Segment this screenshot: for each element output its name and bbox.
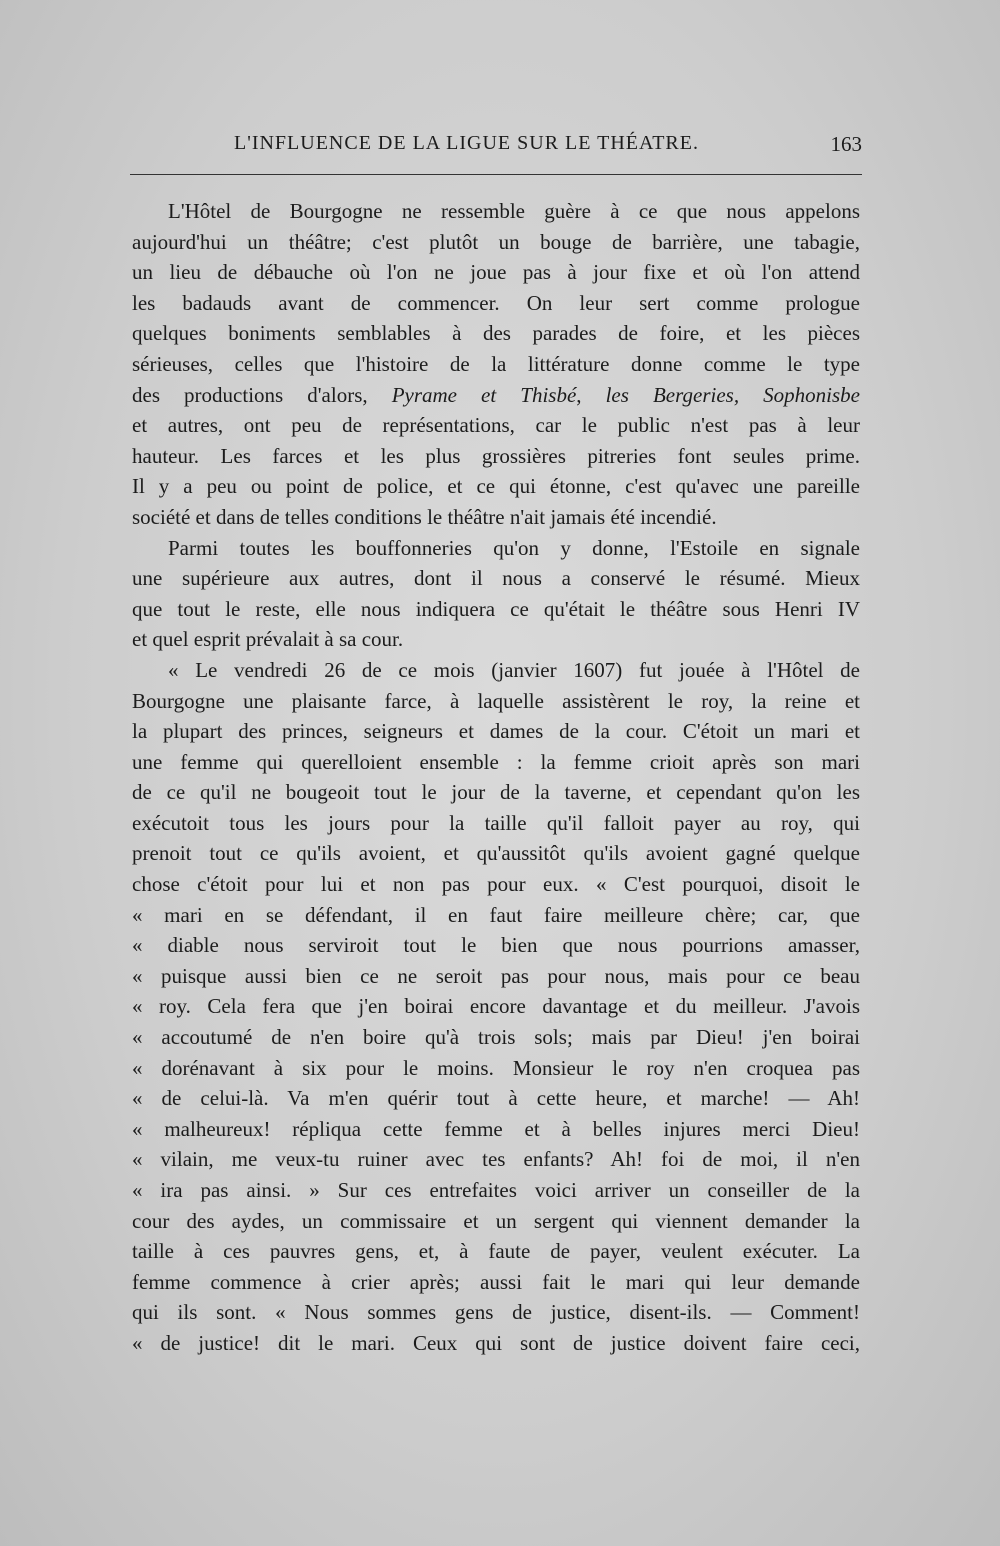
text-line [132, 318, 860, 349]
text-line [132, 900, 860, 931]
text-line-content: exécutoit tous les jours pour la taille qu'il falloit payer au roy, qui [132, 810, 860, 835]
text-line-content: quelques boniments semblables à des parades de foire, et les pièces [132, 321, 860, 346]
text-line [132, 349, 860, 380]
text-line-content: les badauds avant de commencer. On leur sert comme prologue [132, 290, 860, 315]
text-line-content: « malheureux! répliqua cette femme et à belles injures merci Dieu! [132, 1116, 860, 1141]
text-line [132, 624, 860, 655]
text-line-content: une supérieure aux autres, dont il nous a conservé le résumé. Mieux [132, 566, 860, 591]
text-line [132, 288, 860, 319]
text-line-content: « diable nous serviroit tout le bien que nous pourrions amasser, [132, 933, 860, 958]
text-line [132, 777, 860, 808]
text-line-content: « ira pas ainsi. » Sur ces entrefaites voici arriver un conseiller de la [132, 1178, 860, 1202]
text-line-content: et autres, ont peu de représentations, car le public n'est pas à leur [132, 413, 860, 438]
text-line-content: société et dans de telles conditions le théâtre n'ait jamais été incendié. [132, 504, 717, 529]
text-fragment: , [576, 382, 606, 407]
text-line [132, 594, 860, 625]
running-title: L'INFLUENCE DE LA LIGUE SUR LE THÉATRE. [234, 132, 699, 154]
text-line [132, 1175, 860, 1206]
text-line-content: taille à ces pauvres gens, et, à faute de payer, veulent exécuter. La [132, 1239, 860, 1264]
text-line-content: « puisque aussi bien ce ne seroit pas pour nous, mais pour ce beau [132, 963, 860, 988]
header-rule [130, 174, 862, 175]
text-line [132, 410, 860, 441]
text-line-content: Bourgogne une plaisante farce, à laquelle assistèrent le roy, la reine et [132, 688, 860, 713]
text-line [132, 1267, 860, 1298]
text-line-content: que tout le reste, elle nous indiquera ce qu'était le théâtre sous Henri IV [132, 596, 860, 621]
text-line-content: « de justice! dit le mari. Ceux qui sont de justice doivent faire ceci, [132, 1330, 860, 1355]
text-line [132, 838, 860, 869]
text-line [132, 1206, 860, 1237]
text-line [132, 716, 860, 747]
text-line [132, 563, 860, 594]
text-line [132, 808, 860, 839]
text-line [132, 380, 860, 411]
italic-title: Pyrame et Thisbé [391, 382, 577, 407]
text-line-content: L'Hôtel de Bourgogne ne ressemble guère à ce que nous appelons [168, 199, 860, 223]
text-line-content: la plupart des princes, seigneurs et dames de la cour. C'étoit un mari et [132, 719, 860, 744]
text-line-content: hauteur. Les farces et les plus grossières pitreries font seules prime. [132, 443, 860, 468]
text-line [132, 471, 860, 502]
text-line-content: Il y a peu ou point de police, et ce qui étonne, c'est qu'avec une pareille [132, 474, 860, 499]
text-line-content: femme commence à crier après; aussi fait le mari qui leur demande [132, 1269, 860, 1294]
text-line [132, 961, 860, 992]
text-line-content: Parmi toutes les bouffonneries qu'on y donne, l'Estoile en signale [168, 535, 860, 560]
text-line [132, 196, 860, 227]
text-line [132, 441, 860, 472]
text-line-content: une femme qui querelloient ensemble : la femme crioit après son mari [132, 749, 860, 774]
text-line-content: un lieu de débauche où l'on ne joue pas à jour fixe et où l'on attend [132, 260, 860, 285]
body-text [132, 196, 860, 1359]
text-line-content: « mari en se défendant, il en faut faire meilleure chère; car, que [132, 902, 860, 927]
text-line [132, 747, 860, 778]
text-line-content: « accoutumé de n'en boire qu'à trois sols; mais par Dieu! j'en boirai [132, 1025, 860, 1050]
text-line-content: qui ils sont. « Nous sommes gens de justice, disent-ils. — Comment! [132, 1300, 860, 1325]
text-line-content: « Le vendredi 26 de ce mois (janvier 1607) fut jouée à l'Hôtel de [168, 657, 860, 682]
text-line [132, 991, 860, 1022]
text-line-content: « roy. Cela fera que j'en boirai encore davantage et du meilleur. J'avois [132, 994, 860, 1019]
text-line [132, 1328, 860, 1359]
text-line-content: et quel esprit prévalait à sa cour. [132, 627, 404, 652]
text-line-content: des productions d'alors, [132, 382, 392, 407]
text-line [132, 930, 860, 961]
text-line-content: « vilain, me veux-tu ruiner avec tes enfants? Ah! foi de moi, il n'en [132, 1147, 860, 1172]
text-line [132, 1297, 860, 1328]
text-line [132, 1144, 860, 1175]
page-header [130, 130, 862, 160]
text-line [132, 655, 860, 686]
text-line-content: aujourd'hui un théâtre; c'est plutôt un bouge de barrière, une tabagie, [132, 229, 860, 254]
text-line [132, 502, 860, 533]
text-line [132, 257, 860, 288]
italic-title: les Bergeries, Sophonisbe [605, 382, 860, 407]
text-line-content: « dorénavant à six pour le moins. Monsieur le roy n'en croquea pas [132, 1055, 860, 1080]
text-line-content: prenoit tout ce qu'ils avoient, et qu'aussitôt qu'ils avoient gagné quelque [132, 841, 860, 866]
text-line [132, 686, 860, 717]
text-line-content: sérieuses, celles que l'histoire de la littérature donne comme le type [132, 351, 860, 376]
text-line [132, 227, 860, 258]
text-line [132, 1236, 860, 1267]
text-line [132, 1083, 860, 1114]
text-line [132, 1022, 860, 1053]
text-line-content: de ce qu'il ne bougeoit tout le jour de la taverne, et cependant qu'on les [132, 780, 860, 805]
text-line-content: chose c'étoit pour lui et non pas pour eux. « C'est pourquoi, disoit le [132, 872, 860, 897]
text-line [132, 1053, 860, 1084]
text-line-content: cour des aydes, un commissaire et un sergent qui viennent demander la [132, 1208, 860, 1233]
text-line-content: « de celui-là. Va m'en quérir tout à cette heure, et marche! — Ah! [132, 1086, 860, 1111]
text-line [132, 533, 860, 564]
text-line [132, 869, 860, 900]
page-number: 163 [830, 132, 862, 156]
text-line [132, 1114, 860, 1145]
